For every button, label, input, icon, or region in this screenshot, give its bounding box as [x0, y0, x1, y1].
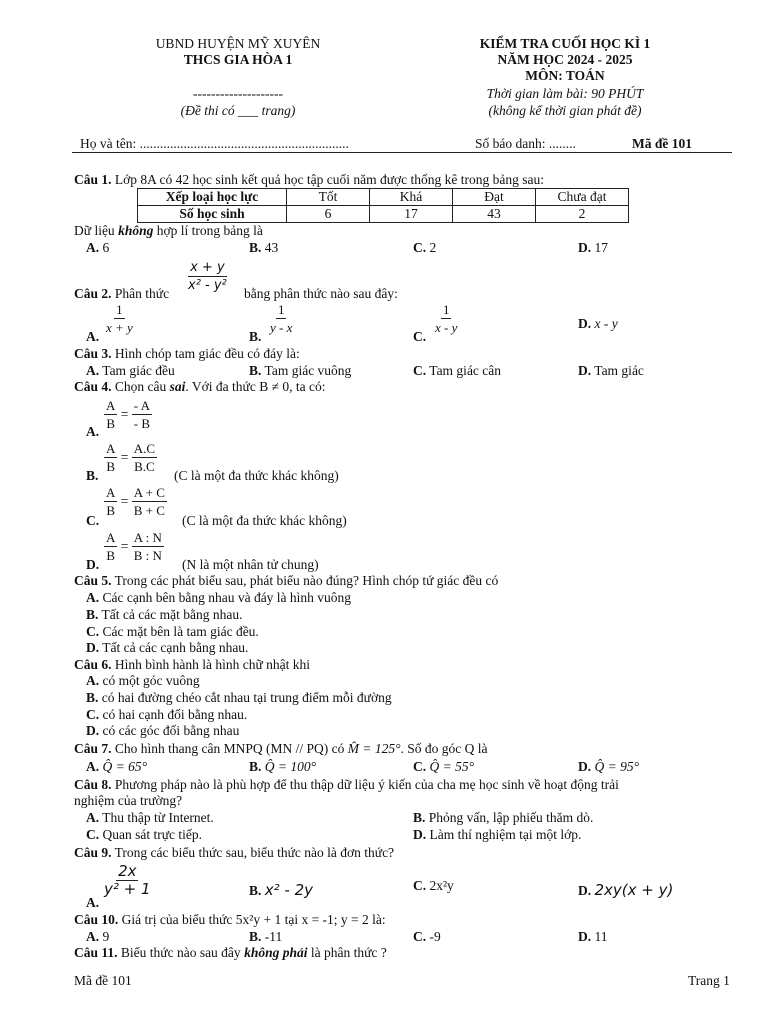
option-b: B. Tam giác vuông [249, 363, 352, 378]
question-text: Phân thức [114, 286, 170, 301]
option-c: C. Quan sát trực tiếp. [86, 827, 203, 842]
option-b-equation: $\frac{A}{B}$ = $\frac{A.C}{B.C}$ [106, 441, 156, 474]
option-a: A. [86, 895, 100, 910]
question-label: Câu 1. [74, 172, 112, 187]
question-10: Câu 10. Giá trị của biểu thức 5x²y + 1 tại x = -1; y = 2 là: [74, 912, 386, 927]
table-cell: Đạt [453, 189, 536, 206]
option-b: B. Q̂ = 100° [249, 759, 317, 774]
option-b-fraction: $\frac{1}{y - x}$ [270, 302, 293, 335]
question-1-prompt [74, 223, 263, 239]
question-1 [74, 172, 544, 188]
option-a: A. Thu thập từ Internet. [86, 810, 214, 825]
table-cell: 2 [536, 206, 629, 223]
option-b-note: (C là một đa thức khác không) [174, 468, 339, 483]
option-d: D. 11 [578, 929, 608, 944]
fraction-given: $\frac{x + y}{\text{x² - y²}}$ [188, 260, 227, 293]
option-b: B. 43 [249, 240, 279, 255]
page-count-note: (Đề thi có ___ trang) [180, 103, 296, 118]
option-c-fraction: $\frac{1}{x - y}$ [435, 302, 458, 335]
option-b: B. Phỏng vấn, lập phiếu thăm dò. [413, 810, 594, 825]
option-c: C. 2x²y [413, 878, 454, 893]
exam-code: Mã đề 101 [632, 136, 692, 151]
option-c: C. -9 [413, 929, 441, 944]
question-label: Câu 2. [74, 286, 112, 301]
option-c: C. [413, 329, 427, 344]
option-a: A. Các cạnh bên bằng nhau và đáy là hình vuông [86, 590, 352, 605]
table-cell: 6 [287, 206, 370, 223]
option-d-note: (N là một nhân tử chung) [182, 557, 319, 572]
question-4: Câu 4. Chọn câu sai. Với đa thức B ≠ 0, ta có: [74, 379, 326, 394]
option-c-equation: $\frac{A}{B}$ = $\frac{A + C}{B + C}$ [106, 485, 165, 518]
option-c: C. Tam giác cân [413, 363, 502, 378]
district-name: UBND HUYỆN MỸ XUYÊN [155, 36, 321, 51]
table-cell: Chưa đạt [536, 189, 629, 206]
option-b: B. có hai đường chéo cắt nhau tại trung điểm mỗi đường [86, 690, 392, 705]
option-b: B. [249, 329, 262, 344]
question-2 [74, 286, 169, 302]
option-d: D. Làm thí nghiệm tại một lớp. [413, 827, 582, 842]
option-a: A. [86, 329, 100, 344]
option-b: B. [86, 468, 99, 483]
question-5: Câu 5. Trong các phát biểu sau, phát biểu nào đúng? Hình chóp tứ giác đều có [74, 573, 499, 588]
statistics-table [137, 188, 629, 223]
question-3: Câu 3. Hình chóp tam giác đều có đáy là: [74, 346, 300, 361]
option-c: C. 2 [413, 240, 437, 255]
student-id-field: Số báo danh: ........ [475, 136, 576, 151]
option-b: B. -11 [249, 929, 283, 944]
option-c: C. Q̂ = 55° [413, 759, 475, 774]
table-cell: 43 [453, 206, 536, 223]
exam-time-note: (không kể thời gian phát đề) [488, 103, 642, 118]
header-dashes: -------------------- [193, 86, 283, 101]
option-a-equation: $\frac{A}{B}$ = $\frac{- A}{- B}$ [106, 398, 151, 431]
question-9: Câu 9. Trong các biểu thức sau, biểu thức nào là đơn thức? [74, 845, 395, 860]
option-c: C. Các mặt bên là tam giác đều. [86, 624, 259, 639]
option-c: C. có hai cạnh đối bằng nhau. [86, 707, 248, 722]
option-a-fraction: $\frac{1}{x + y}$ [106, 302, 133, 335]
school-year: NĂM HỌC 2024 - 2025 [497, 52, 633, 67]
option-a-fraction: $\frac{2x}{\text{y² + 1}}$ [104, 862, 151, 898]
given-angle: M̂ = 125° [347, 741, 401, 756]
question-7: Câu 7. Cho hình thang cân MNPQ (MN // PQ) có M̂ = 125°. Số đo góc Q là [74, 741, 488, 756]
option-a: A. Tam giác đều [86, 363, 175, 378]
option-a: A. Q̂ = 65° [86, 759, 148, 774]
option-d: D. x - y [578, 316, 618, 331]
question-6: Câu 6. Hình bình hành là hình chữ nhật khi [74, 657, 311, 672]
option-a: A. 6 [86, 240, 110, 255]
option-c: C. [86, 513, 100, 528]
table-row [138, 189, 629, 206]
question-11: Câu 11. Biểu thức nào sau đây không phải là phân thức ? [74, 945, 387, 960]
option-b: B. Tất cả các mặt bằng nhau. [86, 607, 243, 622]
table-cell: Tốt [287, 189, 370, 206]
question-8-line2: nghiệm của trường? [74, 793, 183, 808]
prompt-text: Dữ liệu [74, 223, 119, 238]
table-cell: Số học sinh [138, 206, 287, 223]
question-8: Câu 8. Phương pháp nào là phù hợp để thu thập dữ liệu ý kiến của cha mẹ học sinh về hoạt động trải [74, 777, 619, 792]
footer-exam-code: Mã đề 101 [74, 973, 132, 988]
prompt-emphasis: không [118, 223, 154, 238]
question-2-text: bằng phân thức nào sau đây: [244, 286, 398, 301]
option-a: A. có một góc vuông [86, 673, 200, 688]
option-d: D. [86, 557, 100, 572]
option-a: A. [86, 424, 100, 439]
option-d: D. 17 [578, 240, 608, 255]
prompt-text: hợp lí trong bảng là [153, 223, 263, 238]
school-name: THCS GIA HÒA 1 [183, 52, 293, 67]
table-row [138, 206, 629, 223]
exam-title: KIỂM TRA CUỐI HỌC KÌ 1 [479, 36, 651, 51]
table-cell: Khá [370, 189, 453, 206]
question-text: Lớp 8A có 42 học sinh kết quả học tập cuối năm được thống kê trong bảng sau: [114, 172, 545, 187]
option-c-note: (C là một đa thức khác không) [182, 513, 347, 528]
option-a: A. 9 [86, 929, 110, 944]
exam-time: Thời gian làm bài: 90 PHÚT [486, 86, 644, 101]
option-d: D. Q̂ = 95° [578, 759, 640, 774]
option-d: D. Tam giác [578, 363, 644, 378]
option-b: B. x² - 2y [249, 881, 314, 899]
option-d: D. có các góc đối bằng nhau [86, 723, 240, 738]
option-d: D. Tất cả các cạnh bằng nhau. [86, 640, 249, 655]
option-d-equation: $\frac{A}{B}$ = $\frac{A : N}{B : N}$ [106, 530, 162, 563]
option-d: D. 2xy(x + y) [578, 881, 674, 899]
subject: MÔN: TOÁN [525, 68, 605, 83]
header-divider [72, 152, 732, 153]
table-cell: Xếp loại học lực [138, 189, 287, 206]
table-cell: 17 [370, 206, 453, 223]
footer-page-number: Trang 1 [688, 973, 730, 988]
student-name-field: Họ và tên: .............................................................. [80, 136, 349, 151]
